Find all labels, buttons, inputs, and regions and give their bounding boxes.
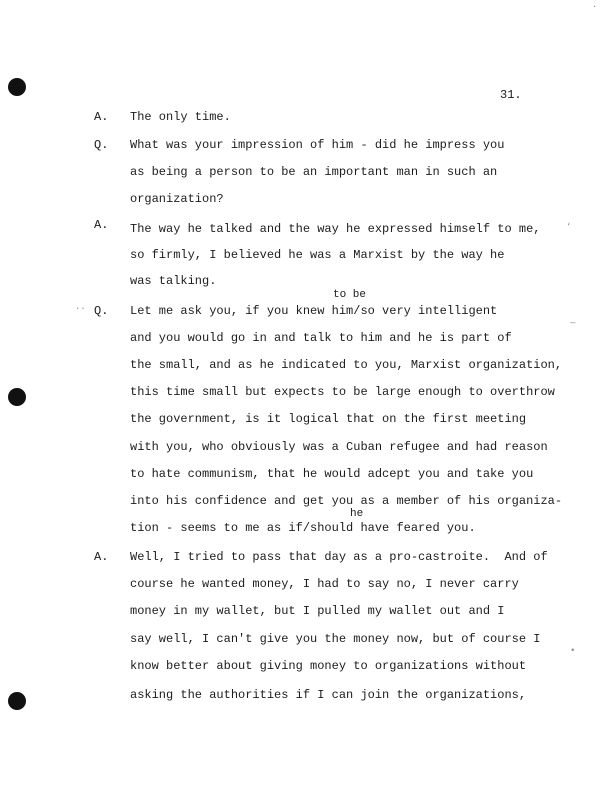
testimony-line: so firmly, I believed he was a Marxist by the way he [130,248,505,262]
testimony-line: money in my wallet, but I pulled my wallet out and I [130,604,505,618]
speaker-label: A. [94,550,109,564]
testimony-line: the small, and as he indicated to you, Marxist organization, [130,358,563,372]
scan-mark: — [570,318,576,328]
testimony-line: and you would go in and talk to him and he is part of [130,331,512,345]
handwritten-insertion: he [350,508,364,520]
punch-hole-top [8,78,26,96]
testimony-line: Well, I tried to pass that day as a pro-castroite. And of [130,550,548,564]
testimony-line: with you, who obviously was a Cuban refugee and had reason [130,440,548,454]
testimony-line: into his confidence and get you as a member of his organiza- [130,494,563,508]
testimony-line: organization? [130,192,224,206]
testimony-line: know better about giving money to organizations without [130,659,527,673]
punch-hole-middle [8,388,26,406]
punch-hole-bottom [8,692,26,710]
scan-mark: • [570,646,576,656]
scan-mark: ‘ [566,222,572,232]
testimony-line: say well, I can't give you the money now, but of course I [130,632,541,646]
speaker-label: A. [94,218,109,232]
speaker-label: Q. [94,304,109,318]
testimony-line: tion - seems to me as if/should have feared you. [130,521,476,535]
page-number: 31. [500,88,522,102]
testimony-line: Let me ask you, if you knew him/so very intelligent [130,304,498,318]
testimony-line: asking the authorities if I can join the organizations, [130,688,527,702]
testimony-line: The way he talked and the way he expressed himself to me, [130,222,541,236]
testimony-line: to hate communism, that he would adcept you and take you [130,467,534,481]
testimony-line: course he wanted money, I had to say no, I never carry [130,577,519,591]
testimony-line: this time small but expects to be large enough to overthrow [130,385,555,399]
scan-mark: ∙ [592,2,598,12]
testimony-line: was talking. [130,274,217,288]
speaker-label: Q. [94,138,109,152]
scan-mark: ·· [75,304,86,314]
testimony-line: The only time. [130,110,231,124]
testimony-line: What was your impression of him - did he impress you [130,138,505,152]
testimony-line: the government, is it logical that on the first meeting [130,412,527,426]
handwritten-insertion: to be [333,289,367,301]
testimony-line: as being a person to be an important man in such an [130,165,498,179]
speaker-label: A. [94,110,109,124]
